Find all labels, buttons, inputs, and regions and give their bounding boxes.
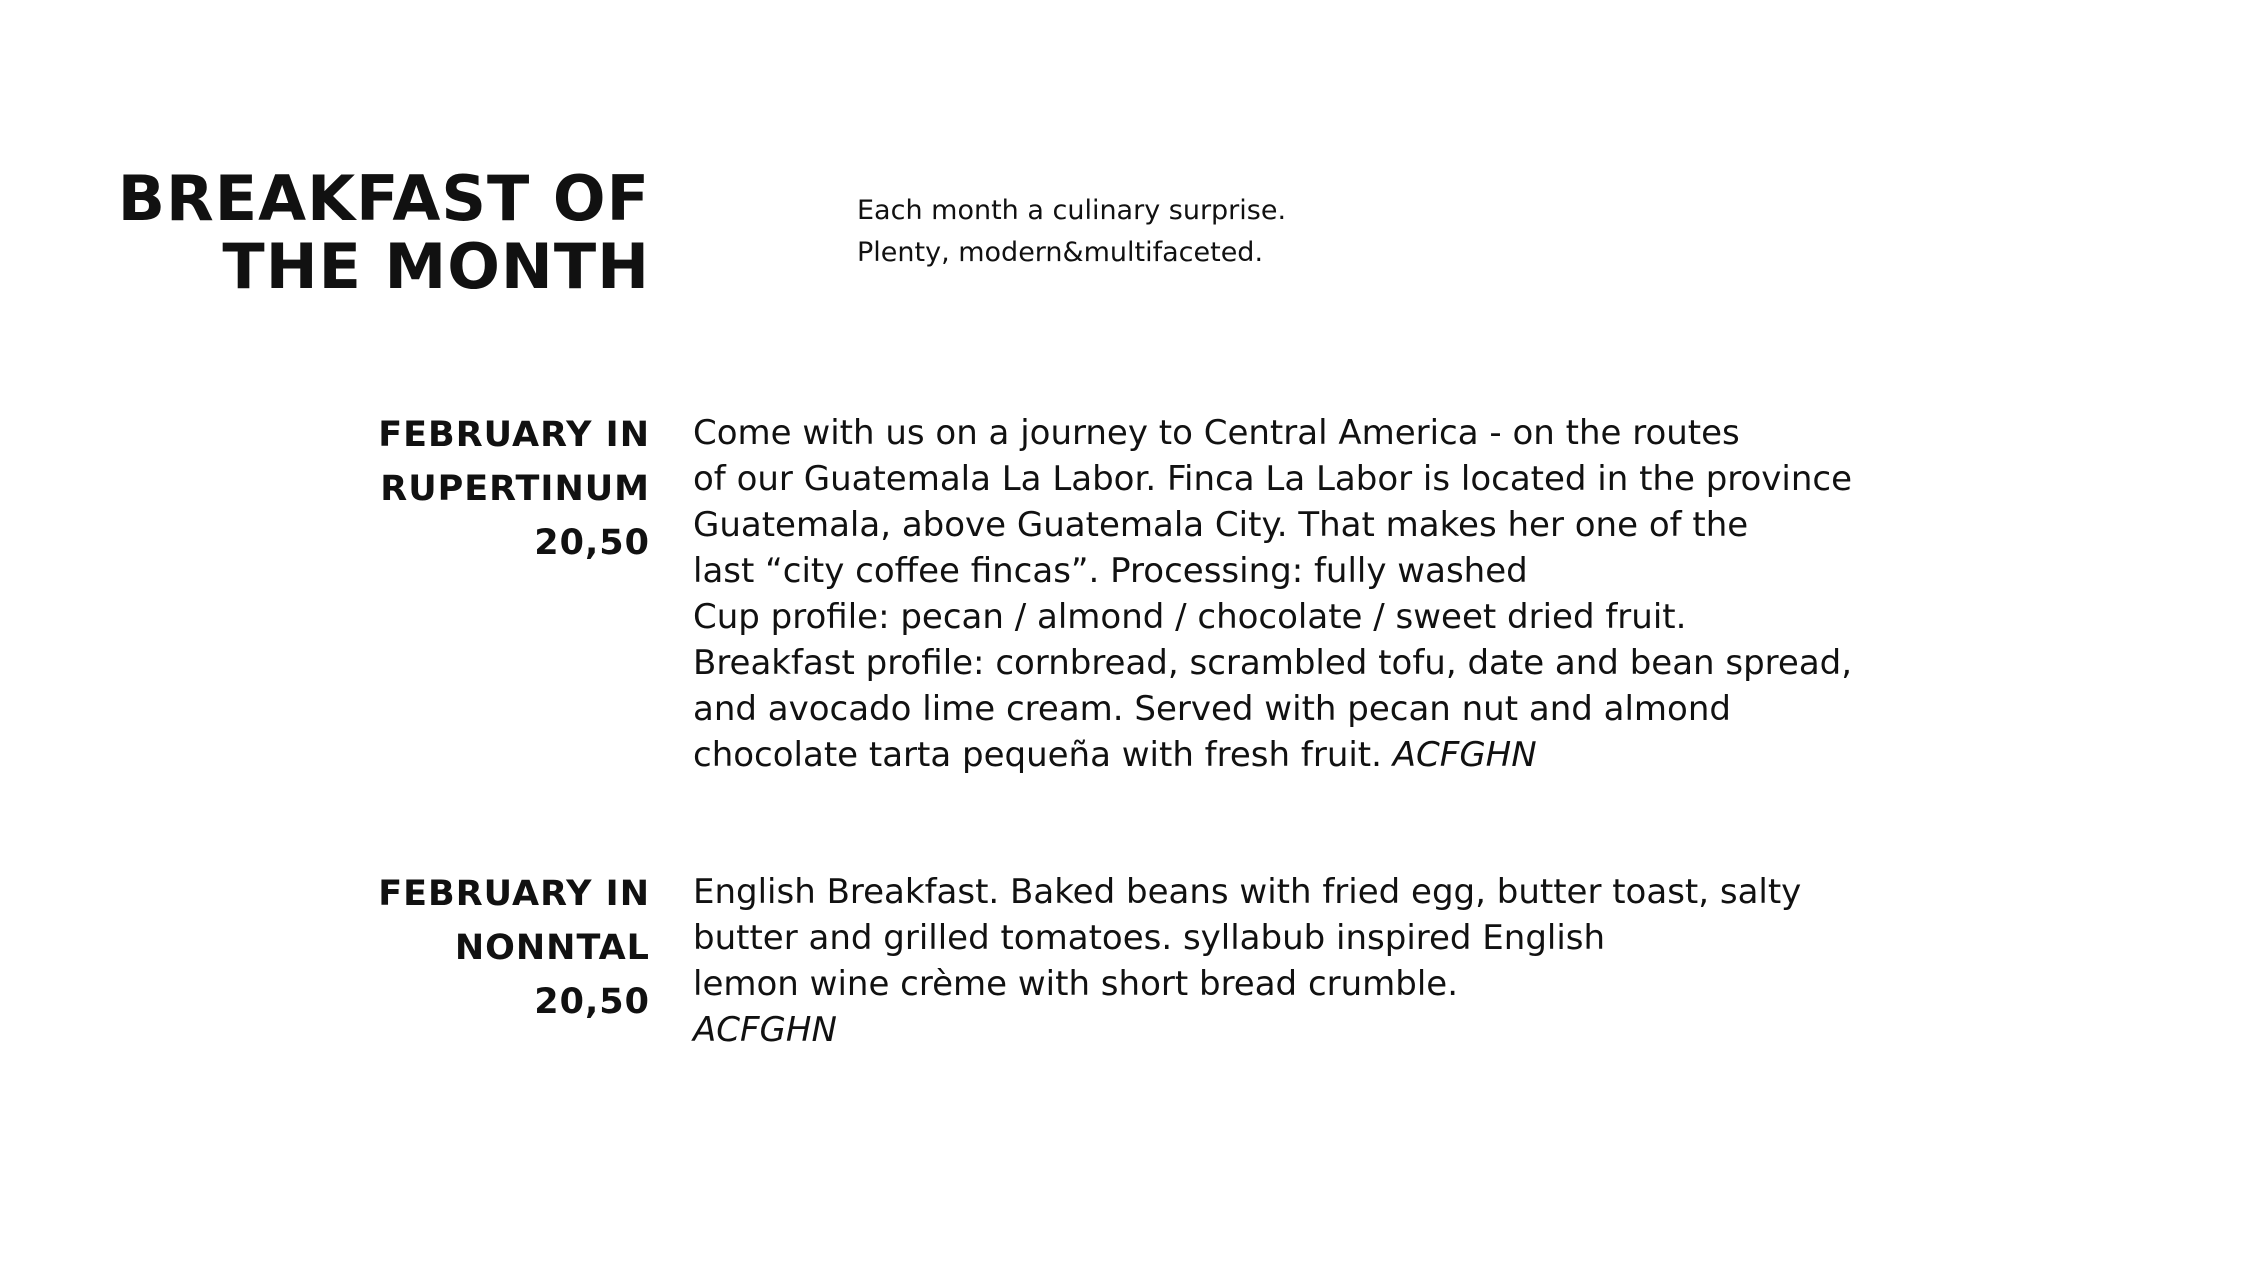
menu-item-price: 20,50 bbox=[534, 523, 650, 563]
description-line: last “city coffee fincas”. Processing: fully washed bbox=[693, 551, 1528, 591]
intro-line-2: Plenty, modern&multifaceted. bbox=[857, 237, 1264, 268]
intro-line-1: Each month a culinary surprise. bbox=[857, 195, 1287, 226]
description-line: English Breakfast. Baked beans with fried egg, butter toast, salty bbox=[693, 872, 1802, 912]
allergen-codes: ACFGHN bbox=[1392, 735, 1537, 775]
description-line: of our Guatemala La Labor. Finca La Labor is located in the province bbox=[693, 459, 1853, 499]
description-text: chocolate tarta pequeña with fresh fruit. bbox=[693, 735, 1393, 775]
page-title-line-1: BREAKFAST OF bbox=[117, 162, 650, 235]
description-line: Cup profile: pecan / almond / chocolate / sweet dried fruit. bbox=[693, 597, 1687, 637]
menu-item-nonntal-header bbox=[378, 869, 650, 1027]
menu-item-nonntal-description bbox=[693, 869, 1801, 1053]
menu-item-name-line-1: FEBRUARY IN bbox=[378, 874, 650, 914]
description-line: Breakfast profile: cornbread, scrambled tofu, date and bean spread, bbox=[693, 643, 1853, 683]
description-line-last bbox=[693, 732, 1852, 778]
menu-item-name-line-2: NONNTAL bbox=[454, 928, 650, 968]
page-title bbox=[117, 162, 650, 303]
description-line: butter and grilled tomatoes. syllabub inspired English bbox=[693, 918, 1606, 958]
intro-text bbox=[857, 190, 1286, 274]
description-line: Come with us on a journey to Central America - on the routes bbox=[693, 413, 1740, 453]
allergen-line bbox=[693, 1007, 1801, 1053]
page-title-line-2: THE MONTH bbox=[222, 230, 650, 303]
menu-item-rupertinum-description bbox=[693, 410, 1852, 778]
description-line: and avocado lime cream. Served with pecan nut and almond bbox=[693, 689, 1731, 729]
menu-item-rupertinum-header bbox=[378, 410, 650, 568]
allergen-codes: ACFGHN bbox=[693, 1010, 837, 1050]
description-line: Guatemala, above Guatemala City. That makes her one of the bbox=[693, 505, 1749, 545]
menu-item-name-line-2: RUPERTINUM bbox=[380, 469, 650, 509]
menu-item-name-line-1: FEBRUARY IN bbox=[378, 415, 650, 455]
description-line: lemon wine crème with short bread crumble. bbox=[693, 964, 1459, 1004]
menu-item-price: 20,50 bbox=[534, 982, 650, 1022]
